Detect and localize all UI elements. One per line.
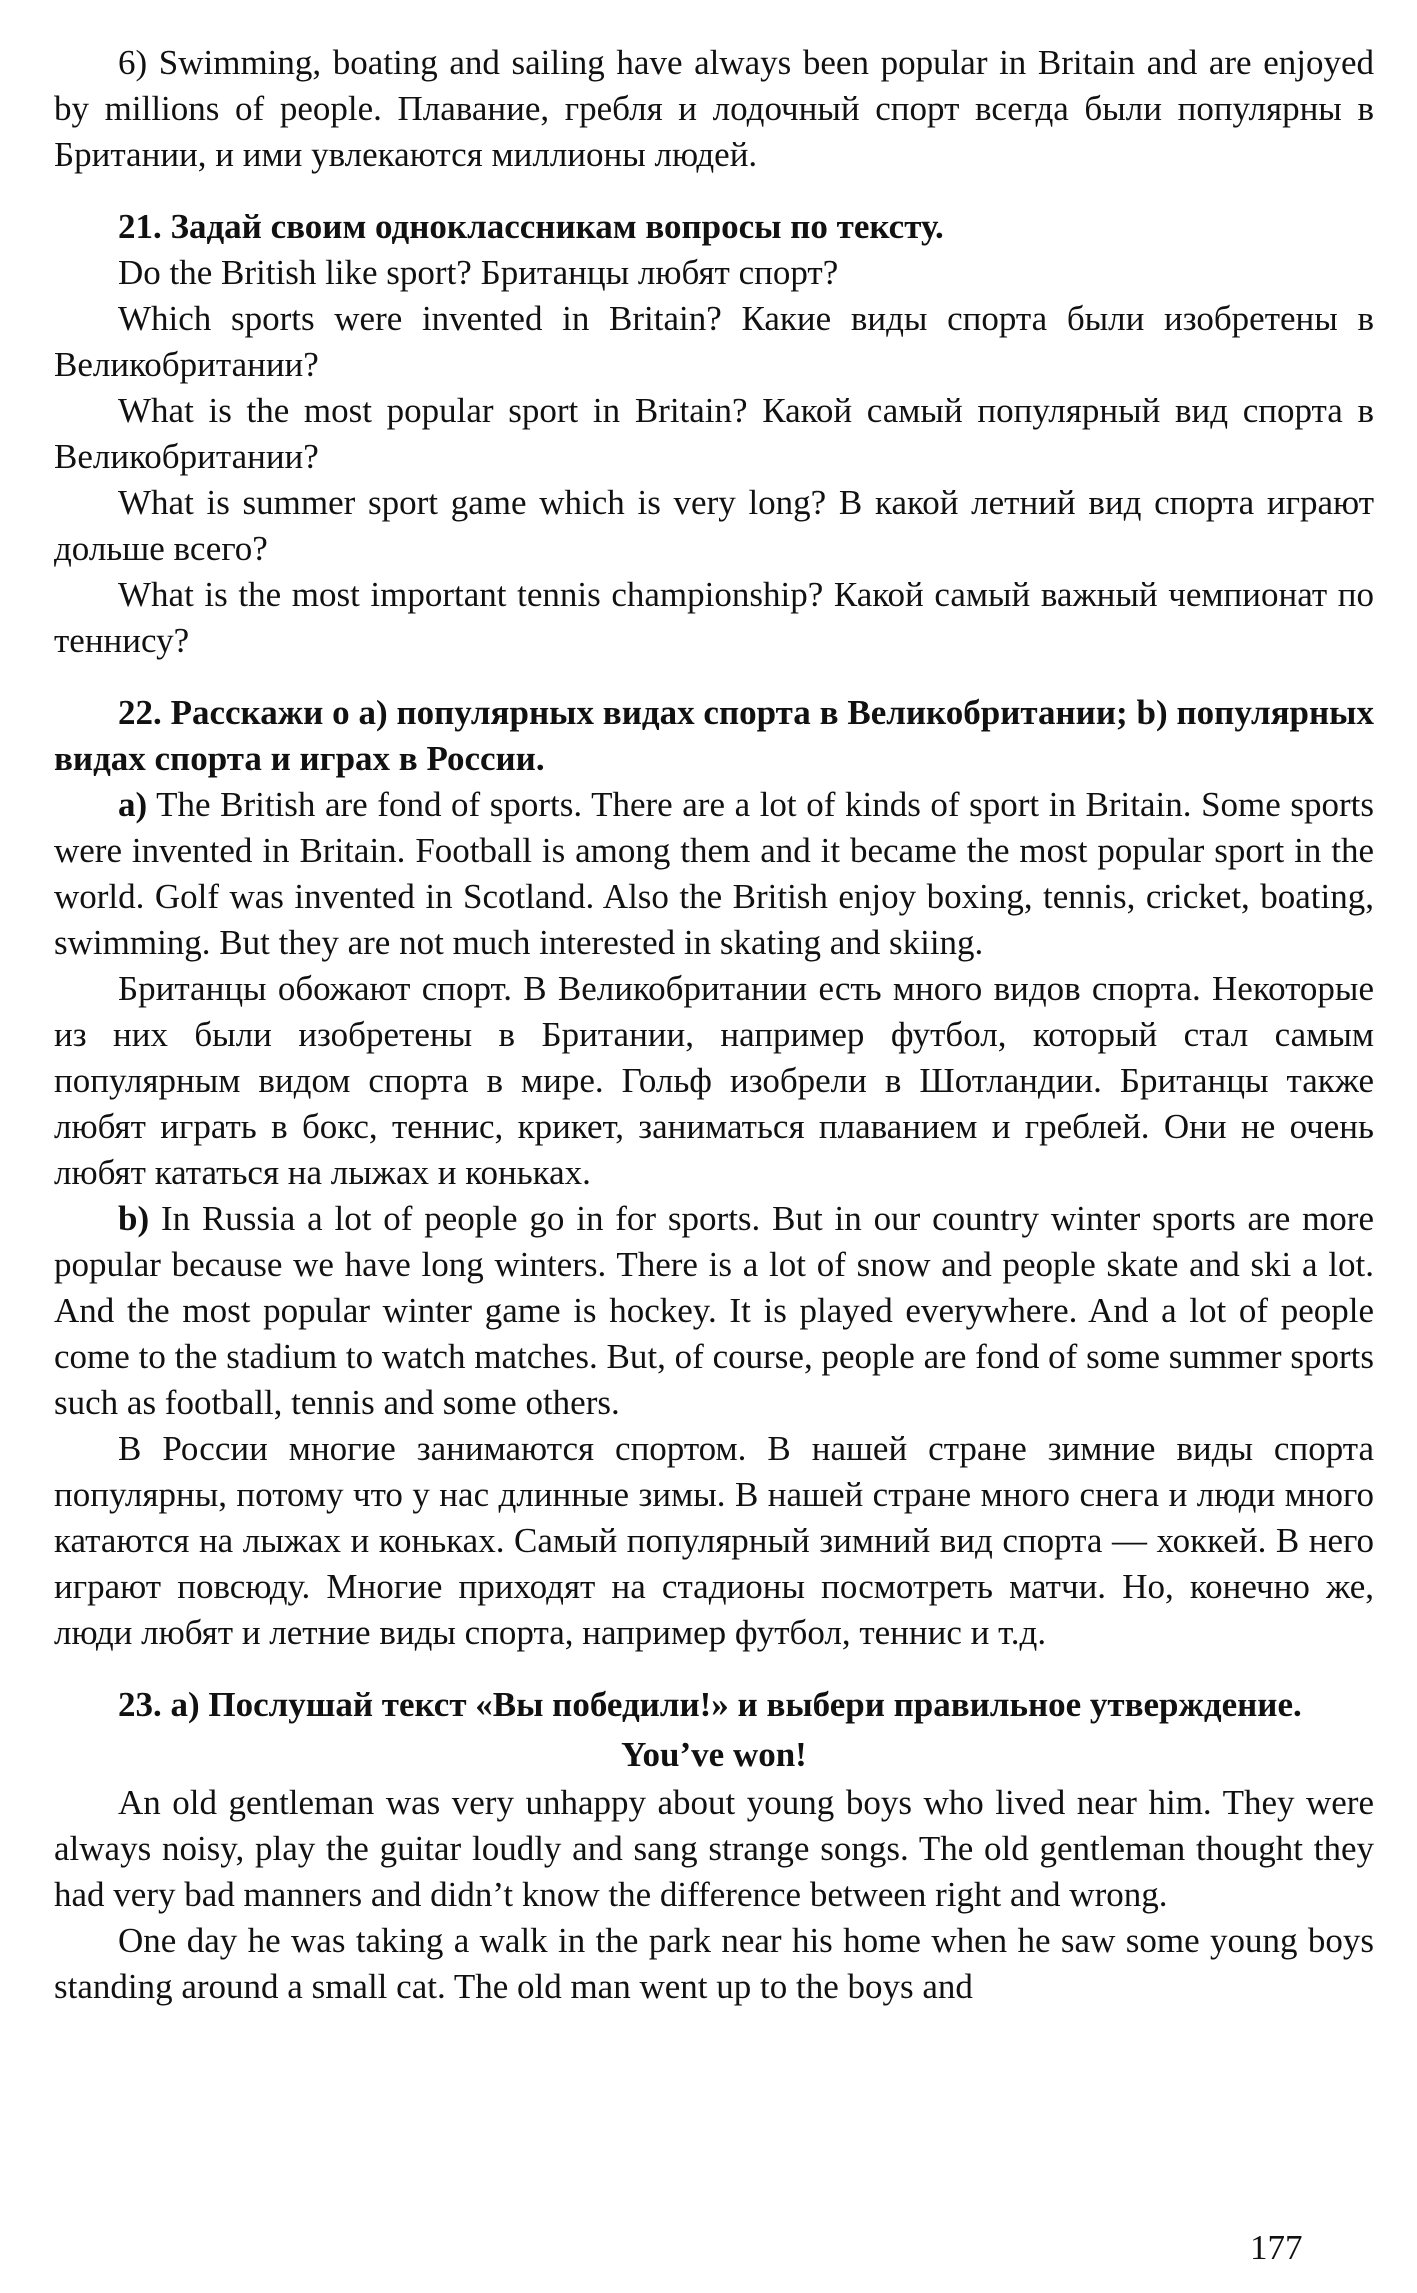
question-1: Do the British like sport? Британцы любят спорт? bbox=[118, 253, 839, 292]
question-4: What is summer sport game which is very long? В какой летний вид спорта играют дольше всего? bbox=[54, 483, 1374, 568]
question-3: What is the most popular sport in Britain? Какой самый популярный вид спорта в Великобритании? bbox=[54, 391, 1374, 476]
story-paragraph-1: An old gentleman was very unhappy about young boys who lived near him. They were always noisy, play the guitar loudly and sang strange songs. The old gentleman thought they had very bad manners and didn’t know the difference between right and wrong. bbox=[54, 1783, 1374, 1914]
exercise-22-a-russian: Британцы обожают спорт. В Великобритании есть много видов спорта. Некоторые из них были изобретены в Британии, например футбол, который стал самым популярным видом спорта в мире. Гольф изобрели в Шотландии. Британцы также любят играть в бокс, теннис, крикет, заниматься плаванием и греблей. Они не очень любят кататься на лыжах и коньках. bbox=[54, 969, 1374, 1192]
page-number: 177 bbox=[1250, 2228, 1303, 2267]
exercise-22-b-russian: В России многие занимаются спортом. В нашей стране зимние виды спорта популярны, потому что у нас длинные зимы. В нашей стране много снега и люди много катаются на лыжах и коньках. Самый популярный зимний вид спорта — хоккей. В него играют повсюду. Многие приходят на стадионы посмотреть матчи. Но, конечно же, люди любят и летние виды спорта, например футбол, теннис и т.д. bbox=[54, 1429, 1374, 1652]
exercise-22-heading: 22. Расскажи о а) популярных видах спорта в Великобритании; b) популярных видах спорта и играх в России. bbox=[54, 693, 1374, 778]
exercise-21-heading: 21. Задай своим одноклассникам вопросы по тексту. bbox=[118, 207, 944, 246]
story-title: You’ve won! bbox=[621, 1735, 807, 1774]
exercise-22-b-english bbox=[54, 1196, 1374, 1426]
part-a-english-text: The British are fond of sports. There are a lot of kinds of sport in Britain. Some sports were invented in Britain. Football is among them and it became the most popular sport in the world. Golf was invented in Scotland. Also the British enjoy boxing, tennis, cricket, boating, swimming. But they are not much interested in skating and skiing. bbox=[54, 785, 1374, 962]
exercise-22-a-english bbox=[54, 782, 1374, 966]
page-content bbox=[54, 40, 1374, 2010]
exercise-23-heading: 23. а) Послушай текст «Вы победили!» и выбери правильное утверждение. bbox=[118, 1685, 1302, 1724]
question-5: What is the most important tennis championship? Какой самый важный чемпионат по теннису? bbox=[54, 575, 1374, 660]
part-b-english-text: In Russia a lot of people go in for sports. But in our country winter sports are more popular because we have long winters. There is a lot of snow and people skate and ski a lot. And the most popular winter game is hockey. It is played everywhere. And a lot of people come to the stadium to watch matches. But, of course, people are fond of some summer sports such as football, tennis and some others. bbox=[54, 1199, 1374, 1422]
part-b-label: b) bbox=[118, 1199, 150, 1238]
item-6-paragraph: 6) Swimming, boating and sailing have always been popular in Britain and are enjoyed by millions of people. Плавание, гребля и лодочный спорт всегда были популярны в Британии, и ими увлекаются миллионы людей. bbox=[54, 43, 1374, 174]
question-2: Which sports were invented in Britain? Какие виды спорта были изобретены в Великобритании? bbox=[54, 299, 1374, 384]
story-paragraph-2: One day he was taking a walk in the park near his home when he saw some young boys standing around a small cat. The old man went up to the boys and bbox=[54, 1921, 1374, 2006]
part-a-label: a) bbox=[118, 785, 148, 824]
